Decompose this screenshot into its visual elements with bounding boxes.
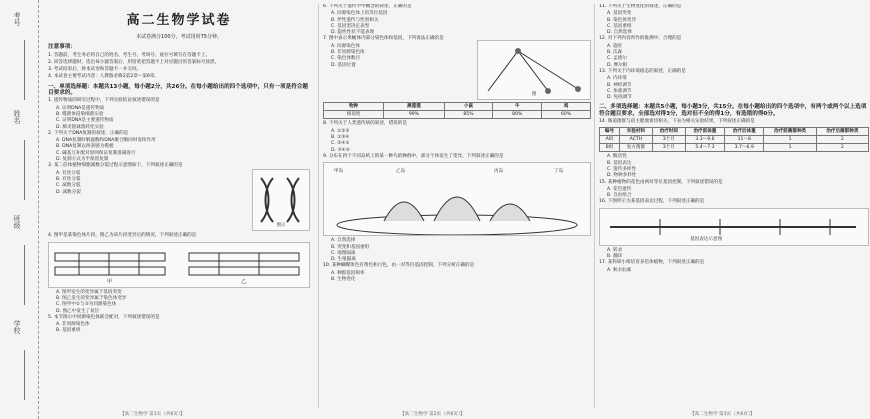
microbiota-table (599, 127, 869, 152)
table-header: 治疗前菌群种类 (764, 128, 816, 136)
species-similarity-table (323, 102, 591, 119)
table-cell: 1 (764, 144, 816, 152)
notes-heading: 注意事项： (48, 44, 76, 51)
table-cell: 60% (542, 111, 591, 119)
note-item: 2. 回答选择题时，选出每小题答案后，用铅笔把答题卡上对应题目的答案标号涂黑。 (48, 59, 220, 65)
option: A. DNA复制时解旋酶和DNA聚合酶同时发挥作用 (56, 138, 156, 144)
binding-line (24, 40, 25, 100)
option: B. 神经调节 (607, 82, 632, 88)
binding-line (24, 350, 25, 400)
question-16: 16. 下图所示为某基因表达过程，下列叙述正确的是 (599, 199, 705, 205)
table-cell: 1 (764, 136, 816, 144)
question-3-block (48, 163, 310, 233)
expression-diagram (600, 209, 866, 245)
question-10: 10. 某种蝴蝶体色有黄色和白色，由一对等位基因控制，下列分析正确的是 (323, 263, 475, 269)
table-cell: B组 (600, 144, 620, 152)
table-cell: 11～8 (725, 136, 764, 144)
table-header: 治疗时间 (652, 128, 685, 136)
table-cell: 2 (816, 136, 868, 144)
option: B. 染色体变异 (607, 17, 637, 23)
question-7-block (323, 36, 591, 100)
option: A. 秋水仙素 (607, 267, 632, 273)
question-11: 11. 下列关于生物进化的叙述，正确的是 (599, 4, 682, 9)
option: A. ①②③ (331, 128, 350, 134)
question-5: 5. 本节图示中同源染色体联会配对，下列叙述错误的是 (48, 314, 160, 320)
option: A. 自然选择 (331, 238, 356, 244)
binding-label-school: 学校 (13, 320, 21, 334)
table-header: 物种 (324, 103, 384, 111)
option: C. ②④⑤ (331, 141, 350, 147)
table-cell: A组 (600, 136, 620, 144)
option: A. 花色遗传 (607, 186, 632, 192)
option: C. 孟德尔 (607, 56, 627, 62)
option: B. 图乙发生的变异属于染色体变异 (56, 295, 127, 301)
section-heading-multi: 二、多项选择题：本题共5小题，每小题3分，共15分。在每小题给出的四个选项中，有两个或两个以上选项符合题目要求，全部选对得3分，选对但不全的得1分，有选错的得0分。 (599, 104, 867, 117)
table-header: 治疗后菌群种类 (816, 128, 868, 136)
option: C. 基因重组 (607, 23, 632, 29)
option: A. 基因突变 (607, 11, 632, 17)
note-item: 4. 本试卷主要考试内容：人教版必修2第2章～第6章。 (48, 74, 160, 80)
option: D. 隐性性状不能表现 (331, 30, 375, 36)
option: C. 碱基互补配对原则保证复制准确进行 (56, 150, 136, 156)
exam-title: 高二生物学试卷 (126, 13, 232, 28)
island-diagram (324, 163, 590, 235)
gene-segment-figure (48, 242, 310, 288)
binding-label-id: 考号 (13, 12, 21, 26)
column-page-1 (48, 4, 310, 408)
option: C. 证明DNA是主要遗传物质 (56, 118, 114, 124)
binding-label-class: 班级 (13, 215, 21, 229)
note-item: 1. 答题前，考生务必将自己的姓名、考生号、考场号、座位号填写在答题卡上。 (48, 52, 211, 58)
table-cell: 5.4～7.3 (685, 144, 724, 152)
option: C. 图甲中①与③为同源染色体 (56, 302, 117, 308)
table-header: 实验材料 (619, 128, 652, 136)
table-cell: 相似度 (324, 111, 384, 119)
question-2: 2. 下列关于DNA复制的叙述，正确的是 (48, 130, 129, 136)
option: D. 摩尔根 (607, 62, 628, 68)
gene-segment-diagram (49, 243, 307, 287)
table-cell: 99% (384, 111, 444, 119)
table-header: 小鼠 (444, 103, 493, 111)
option: B. 非同源染色体 (331, 50, 365, 56)
option: B. 噬菌体侵染细菌实验 (56, 111, 104, 117)
question-9: 9. 分布在四个不同岛屿上的某一种鸟的种群中，部分个体发生了变异，下列叙述正确的是 (323, 153, 504, 159)
option: B. 基因表达 (607, 160, 632, 166)
option: D. ③④⑤ (331, 147, 350, 153)
chromosome-diagram (253, 170, 309, 230)
option: B. DNA复制以两条链为模板 (56, 144, 114, 150)
binding-line (24, 140, 25, 200)
option: D. 减数分裂 (56, 189, 81, 195)
option: B. 生物进化 (331, 277, 356, 283)
option: C. 地理隔离 (331, 250, 356, 256)
fly-chromosome-figure (477, 40, 591, 100)
option: B. 翻译 (607, 254, 623, 260)
page-footer: 【高二生物学 第2页（共6页）】 (400, 412, 465, 417)
option: D. 肺炎链球菌转化实验 (56, 124, 104, 130)
table-header: 治疗前体重 (685, 128, 724, 136)
option: C. 体液调节 (607, 88, 632, 94)
exam-meta: 本试卷满分100分，考试用时75分钟。 (136, 34, 222, 40)
table-cell: ACTH (619, 136, 652, 144)
table-header: 黑猩猩 (384, 103, 444, 111)
table-cell: 3个月 (652, 136, 685, 144)
note-item: 3. 考试结束后，将本试卷和答题卡一并交回。 (48, 67, 142, 73)
question-7: 7. 图中表示果蝇体内部分染色体和基因，下列说法正确的是 (323, 36, 444, 42)
option: B. 伴性遗传与性别相关 (331, 17, 379, 23)
figure-caption: 图 (531, 92, 537, 98)
table-header: 编号 (600, 128, 620, 136)
table-cell: 3个月 (652, 144, 685, 152)
figure-label-b: 乙 (241, 279, 247, 286)
figure-label-a: 甲 (107, 279, 113, 286)
question-3: 3. 某二倍体植物细胞减数分裂过程示意图如下，下列叙述正确的是 (48, 163, 183, 169)
question-8: 8. 下列关于人类遗传病的叙述，错误的是 (323, 121, 407, 127)
fly-chromosome-diagram (478, 41, 590, 99)
option: A. 同源染色体上的等位基因 (331, 11, 388, 17)
option: D. 生殖隔离 (331, 257, 356, 263)
binding-label-name: 姓名 (13, 110, 21, 124)
column-page-3 (594, 4, 869, 408)
table-header: 牛 (493, 103, 542, 111)
table-cell: 3.7～6.9 (725, 144, 764, 152)
table-cell: 3.3～9.6 (685, 136, 724, 144)
table-cell: 2 (816, 144, 868, 152)
option: A. 图甲发生的变异属于基因突变 (56, 289, 122, 295)
question-15: 15. 某种植物的花色由两对等位基因控制，下列叙述错误的是 (599, 179, 723, 185)
column-page-2 (318, 4, 591, 408)
table-cell: 85% (444, 111, 493, 119)
option: D. 复制方式为半保留复制 (56, 157, 109, 163)
option: A. 证明DNA是遗传物质 (56, 105, 105, 111)
option: C. 染色体数目 (331, 56, 361, 62)
page-footer: 【高二生物学 第1页（共6页）】 (120, 412, 185, 417)
page-footer: 【高二生物学 第3页（共6页）】 (690, 412, 755, 417)
figure-caption: 基因表达示意图 (690, 237, 723, 243)
option: B. 有丝分裂 (56, 176, 81, 182)
island-label: 丁岛 (554, 169, 564, 175)
binding-line (24, 245, 25, 305)
option: D. 免疫调节 (607, 95, 632, 101)
option: D. 自然选择 (607, 30, 632, 36)
option: B. 基因重组 (56, 328, 81, 334)
option: A. 非同源染色体 (56, 322, 90, 328)
question-6: 6. 下列关于遗传学中概念的叙述，正确的是 (323, 4, 412, 9)
option: C. 减数分裂 (56, 183, 81, 189)
option: D. 物种多样性 (607, 173, 637, 179)
binding-margin (0, 0, 39, 419)
option: B. 突变和基因重组 (331, 244, 370, 250)
option: B. 自由组合 (607, 193, 632, 199)
option: D. 图乙中发生了易位 (56, 308, 100, 314)
question-4: 4. 图甲是某染色体片段，图乙为该片段变异后的情况，下列叙述正确的是 (48, 233, 197, 239)
option: C. 基因型决定表型 (331, 23, 370, 29)
option: A. 种群基因频率 (331, 270, 365, 276)
table-cell: 80% (493, 111, 542, 119)
table-header: 鸡 (542, 103, 591, 111)
island-label: 丙岛 (494, 169, 504, 175)
option: A. 同源染色体 (331, 43, 360, 49)
figure-caption: 图示 (276, 223, 286, 229)
option: A. 内环境 (607, 76, 627, 82)
option: A. 酶活性 (607, 154, 627, 160)
option: A. 有丝分裂 (56, 170, 81, 176)
option: A. 转录 (607, 247, 623, 253)
question-1: 1. 遗传物质的研究过程中，下列实验结论叙述错误的是 (48, 98, 160, 104)
option: B. 沃森 (607, 50, 623, 56)
section-heading-single: 一、单项选择题：本题共13小题，每小题2分，共26分。在每小题给出的四个选项中，只有一项是符合题目要求的。 (48, 83, 308, 97)
option: C. 遗传多样性 (607, 166, 637, 172)
island-label: 甲岛 (334, 169, 344, 175)
question-17: 17. 某科研小组培育多倍体植物，下列叙述正确的是 (599, 260, 705, 266)
table-cell: 复方菌群 (619, 144, 652, 152)
question-14: 14. 肠道菌群与宿主健康密切相关，下表为相关实验结果，下列叙述正确的是 (599, 119, 755, 125)
island-label: 乙岛 (396, 169, 406, 175)
option: D. 基因位置 (331, 62, 356, 68)
option: B. ①③④ (331, 135, 350, 141)
island-figure (323, 162, 591, 236)
expression-figure (599, 208, 869, 246)
question-13: 13. 下列关于内环境稳态的叙述，正确的是 (599, 68, 686, 74)
chromosome-figure (252, 169, 310, 231)
option: A. 施旺 (607, 43, 623, 49)
question-12: 12. 对下列内容所作的推测中，合理的是 (599, 36, 682, 42)
table-header: 治疗后体重 (725, 128, 764, 136)
